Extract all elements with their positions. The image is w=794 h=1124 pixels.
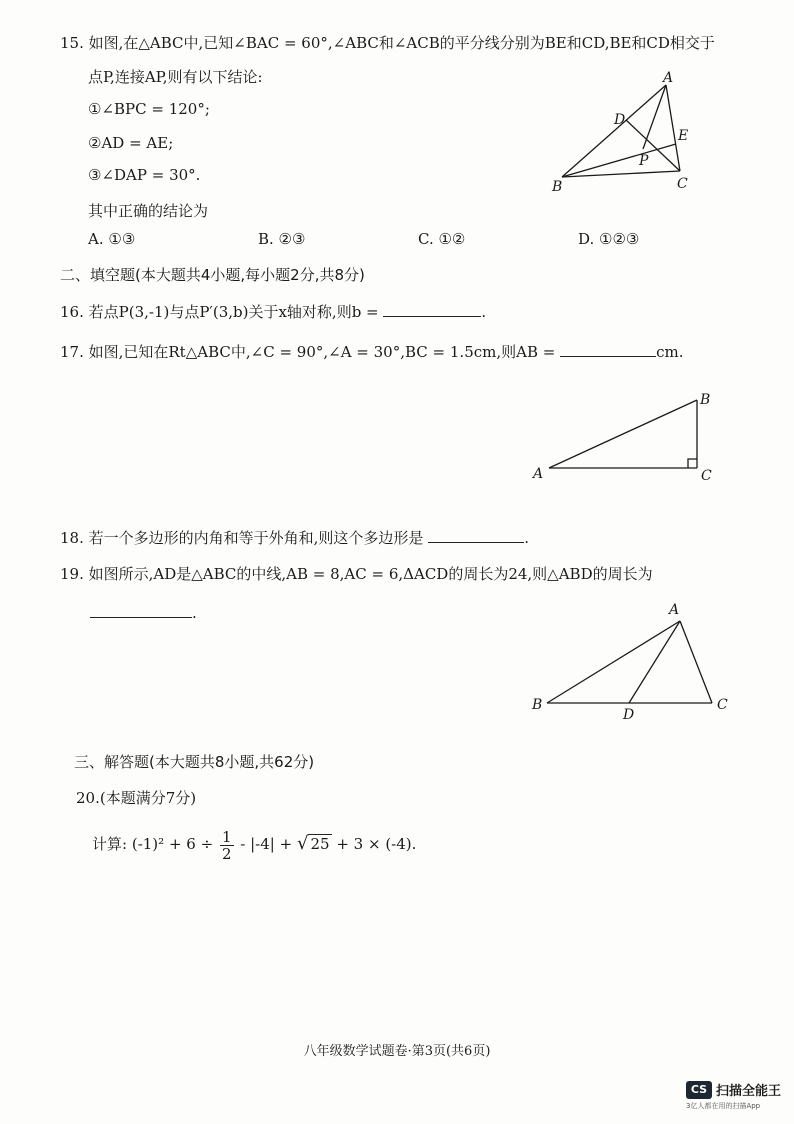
q20-fraction-denominator: 2 [221, 844, 232, 863]
page-footer: 八年级数学试题卷·第3页(共6页) [303, 1044, 491, 1059]
q18 [60, 527, 529, 548]
q19-label-b: B [532, 697, 543, 713]
q15-label-e: E [678, 128, 689, 144]
q17-unit: cm. [656, 343, 684, 361]
q20-label: 计算: [92, 835, 128, 853]
q19-answer [90, 603, 197, 622]
camscanner-watermark [686, 1080, 781, 1111]
q19-label-c: C [717, 697, 728, 713]
camscanner-logo: CS [686, 1081, 712, 1099]
q17-side-ab [549, 400, 697, 468]
q20-part3: + 3 × (-4). [336, 835, 417, 853]
q15-conclusion-1: ①∠BPC = 120°; [88, 100, 210, 118]
q17-figure [525, 388, 725, 488]
q16-text: 16. 若点P(3,-1)与点P′(3,b)关于x轴对称,则b = [60, 303, 379, 321]
q17-label-c: C [701, 468, 712, 484]
q19-label-d: D [623, 707, 635, 723]
q15-conclusion-3: ③∠DAP = 30°. [88, 166, 201, 184]
q19-label-a: A [669, 602, 680, 618]
q20-fraction-numerator: 1 [221, 827, 232, 846]
q19-median-ad [629, 621, 680, 703]
q16-answer-blank[interactable] [383, 302, 481, 317]
q17-label-b: B [700, 392, 711, 408]
q15-option-b: B. ②③ [258, 230, 306, 248]
q20-title: 20.(本题满分7分) [76, 789, 197, 807]
section-2-heading: 二、填空题(本大题共4小题,每小题2分,共8分) [60, 266, 365, 284]
q15-label-d: D [614, 112, 626, 128]
camscanner-name: 扫描全能王 [716, 1084, 782, 1099]
q20-part1: (-1)² + 6 ÷ [131, 835, 214, 853]
q16-period: . [481, 303, 487, 321]
q15-stem-line1: 15. 如图,在△ABC中,已知∠BAC = 60°,∠ABC和∠ACB的平分线分别为BE和CD,BE和CD相交于 [60, 34, 715, 52]
radical-sign-icon: √ [296, 833, 309, 854]
camscanner-tagline: 3亿人都在用的扫描App [686, 1102, 761, 1110]
q18-period: . [524, 529, 529, 547]
q15-option-c: C. ①② [418, 230, 466, 248]
q19-period: . [192, 604, 197, 622]
q17-right-angle-mark [688, 459, 697, 468]
q15-question: 其中正确的结论为 [88, 202, 209, 220]
q15-figure [540, 70, 710, 195]
q16 [60, 301, 486, 322]
section-3-heading: 三、解答题(本大题共8小题,共62分) [74, 753, 315, 771]
q19-figure [525, 598, 735, 723]
q15-conclusion-2: ②AD = AE; [88, 134, 174, 152]
q15-option-a: A. ①③ [88, 230, 136, 248]
q18-answer-blank[interactable] [428, 528, 524, 543]
q17-label-a: A [533, 466, 544, 482]
q17-answer-blank[interactable] [560, 342, 656, 357]
q17-text: 17. 如图,已知在Rt△ABC中,∠C = 90°,∠A = 30°,BC = 1.5cm,则AB = [60, 343, 556, 361]
q15-side-ba [562, 85, 666, 177]
q19-side-ac [680, 621, 712, 703]
q15-label-b: B [552, 179, 563, 195]
q20-part2: - |-4| + [240, 835, 293, 853]
q19-text: 19. 如图所示,AD是△ABC的中线,AB = 8,AC = 6,ΔACD的周长为24,则△ABD的周长为 [60, 565, 653, 583]
q15-stem-line2: 点P,连接AP,则有以下结论: [88, 68, 263, 86]
q19-answer-blank[interactable] [90, 603, 192, 618]
q15-option-d: D. ①②③ [578, 230, 640, 248]
q20-radicand: 25 [310, 835, 330, 853]
q20-fraction [220, 829, 234, 862]
q20-square-root [297, 826, 332, 862]
q15-label-p: P [639, 153, 649, 169]
q15-label-c: C [677, 176, 688, 192]
q19-side-ab [547, 621, 680, 703]
q17 [60, 341, 684, 362]
q20-expression [92, 826, 416, 862]
q18-text: 18. 若一个多边形的内角和等于外角和,则这个多边形是 [60, 529, 424, 547]
q15-label-a: A [663, 70, 674, 86]
